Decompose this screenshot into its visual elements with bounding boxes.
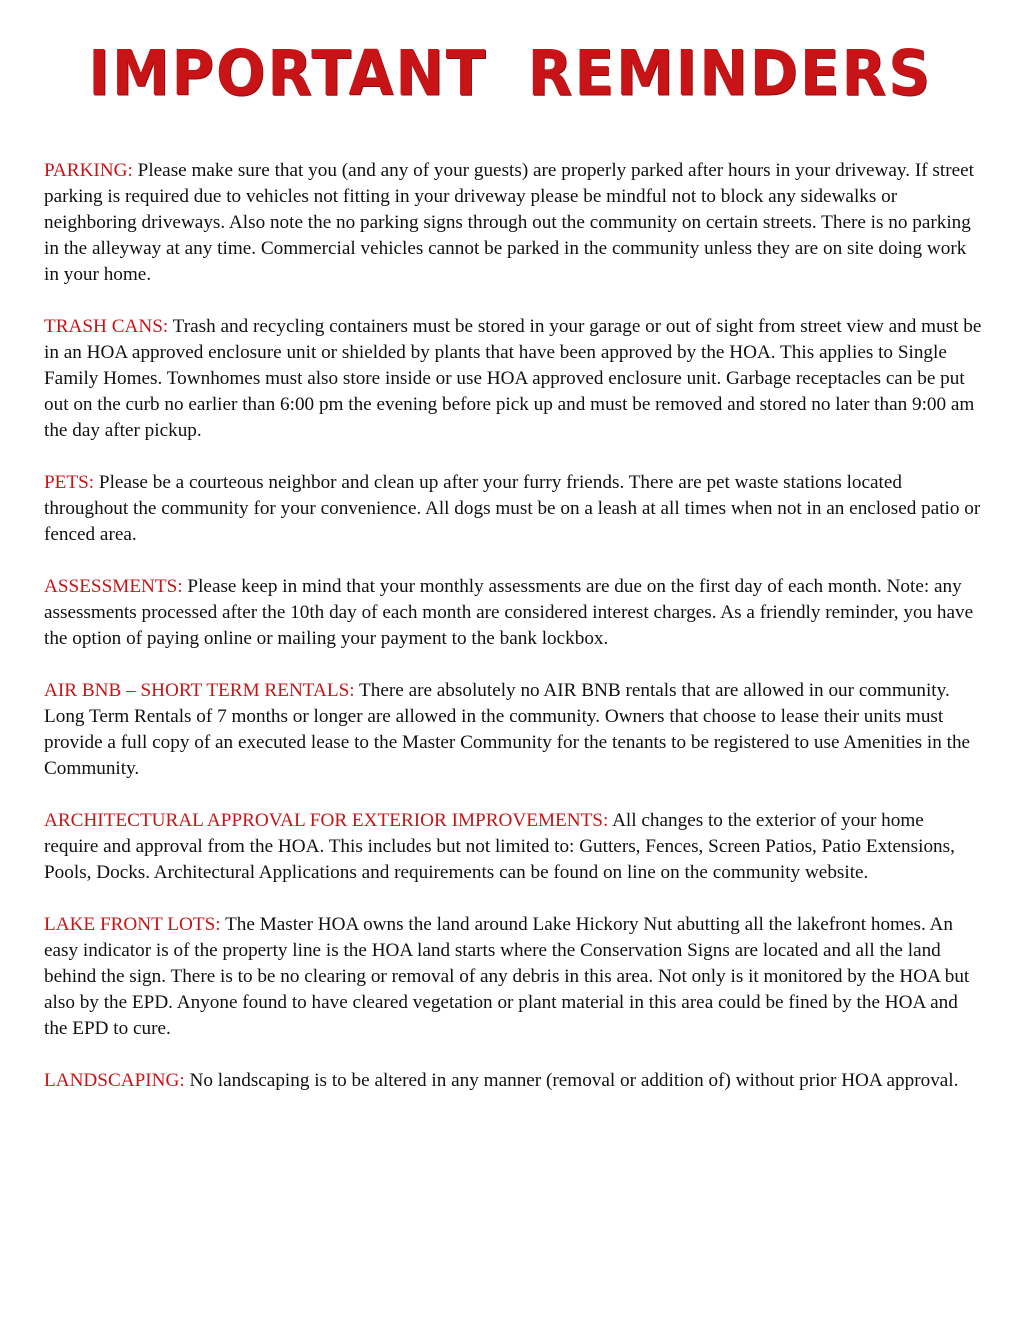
section-text: Please make sure that you (and any of your guests) are properly parked after hours in your driveway. If street parking is required due to vehicles not fitting in your driveway please be mindful not to block any sidewalks or neighboring driveways. Also note the no parking signs through out the community on certain streets. There is no parking in the alleyway at any time. Commercial vehicles cannot be parked in the community unless they are on site doing work in your home.: [44, 160, 974, 285]
reminders-list: [44, 158, 982, 1120]
section-heading: AIR BNB – SHORT TERM RENTALS:: [44, 680, 355, 701]
section-text: All changes to the exterior of your home require and approval from the HOA. This includes but not limited to: Gutters, Fences, Screen Patios, Patio Extensions, Pools, Docks. Architectural Applications and requirements can be found on line on the community website.: [44, 810, 955, 883]
page-title: IMPORTANT REMINDERS: [88, 36, 932, 110]
section-pets: [44, 470, 982, 548]
section-heading: LANDSCAPING:: [44, 1070, 185, 1091]
section-text: Please keep in mind that your monthly assessments are due on the first day of each month. Note: any assessments processed after the 10th day of each month are considered interest charges. As a friendly reminder, you have the option of paying online or mailing your payment to the bank lockbox.: [44, 576, 974, 649]
section-architectural-approval: [44, 808, 982, 886]
section-heading: LAKE FRONT LOTS:: [44, 914, 221, 935]
section-assessments: [44, 574, 982, 652]
section-lake-front-lots: [44, 912, 982, 1042]
section-text: The Master HOA owns the land around Lake Hickory Nut abutting all the lakefront homes. An easy indicator is of the property line is the HOA land starts where the Conservation Signs are located and all the land behind the sign. There is to be no clearing or removal of any debris in this area. Not only is it monitored by the HOA but also by the EPD. Anyone found to have cleared vegetation or plant material in this area could be fined by the HOA and the EPD to cure.: [44, 914, 970, 1039]
section-heading: TRASH CANS:: [44, 316, 169, 337]
section-heading: ASSESSMENTS:: [44, 576, 183, 597]
section-parking: [44, 158, 982, 288]
section-trash-cans: [44, 314, 982, 444]
section-short-term-rentals: [44, 678, 982, 782]
section-text: No landscaping is to be altered in any manner (removal or addition of) without prior HOA approval.: [189, 1070, 959, 1091]
section-heading: PARKING:: [44, 160, 133, 181]
section-heading: ARCHITECTURAL APPROVAL FOR EXTERIOR IMPROVEMENTS:: [44, 810, 609, 831]
section-text: Please be a courteous neighbor and clean up after your furry friends. There are pet waste stations located throughout the community for your convenience. All dogs must be on a leash at all times when not in an enclosed patio or fenced area.: [44, 472, 981, 545]
section-heading: PETS:: [44, 472, 95, 493]
section-landscaping: [44, 1068, 982, 1094]
section-text: There are absolutely no AIR BNB rentals that are allowed in our community. Long Term Rentals of 7 months or longer are allowed in the community. Owners that choose to lease their units must provide a full copy of an executed lease to the Master Community for the tenants to be registered to use Amenities in the Community.: [44, 680, 971, 779]
section-text: Trash and recycling containers must be stored in your garage or out of sight from street view and must be in an HOA approved enclosure unit or shielded by plants that have been approved by the HOA. This applies to Single Family Homes. Townhomes must also store inside or use HOA approved enclosure unit. Garbage receptacles can be put out on the curb no earlier than 6:00 pm the evening before pick up and must be removed and stored no later than 9:00 am the day after pickup.: [44, 316, 982, 441]
